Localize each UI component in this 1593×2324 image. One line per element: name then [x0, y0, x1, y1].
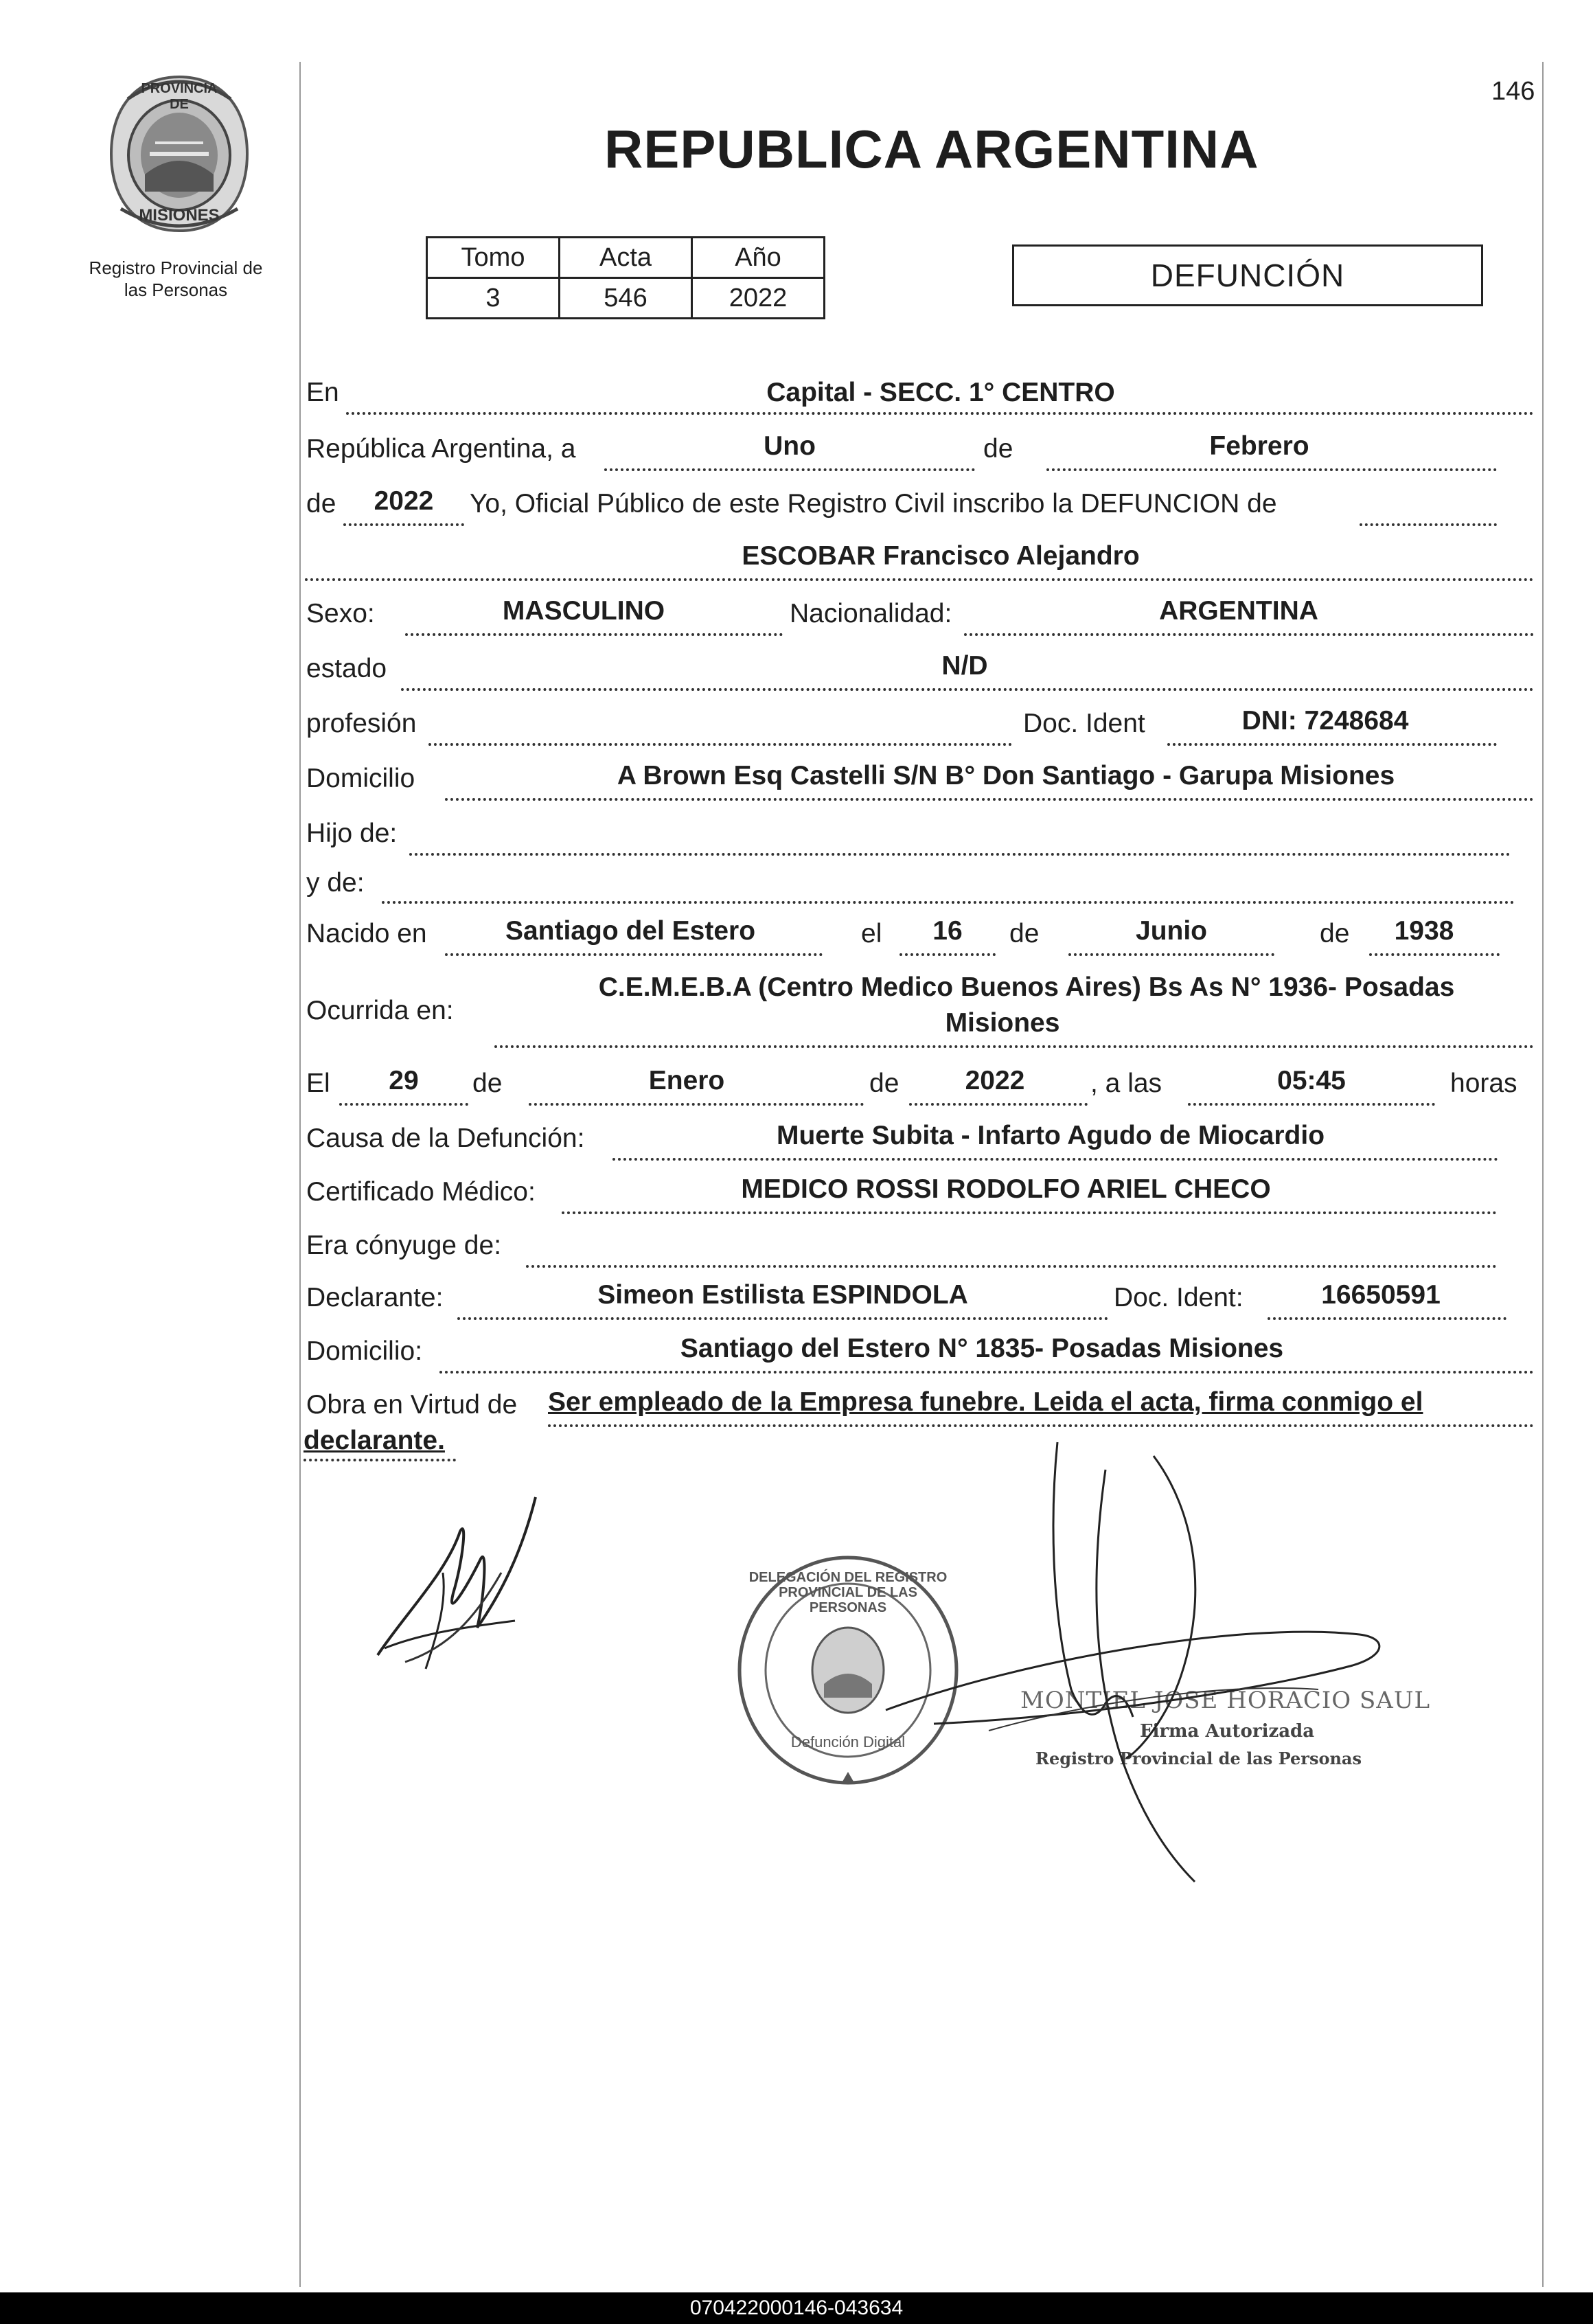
official-name: MONTIEL JOSE HORACIO SAUL [1020, 1687, 1431, 1714]
footer-code: 070422000146-043634 [689, 2297, 904, 2319]
month-value: Febrero [1209, 431, 1309, 461]
nacido-place-line [445, 953, 823, 956]
profesion-label: profesión [306, 709, 417, 738]
death-day-line [339, 1103, 468, 1106]
declarante-label: Declarante: [306, 1283, 444, 1312]
El-label: El [306, 1069, 330, 1098]
de-label-4: de [1320, 919, 1350, 948]
official-signature [879, 1428, 1401, 1909]
certificado-label: Certificado Médico: [306, 1177, 536, 1207]
causa-line [612, 1158, 1498, 1161]
intro-line [1360, 523, 1497, 526]
header-acta: Acta [560, 238, 692, 278]
emblem-text-bottom: MISIONES [139, 206, 220, 225]
death-year-line [909, 1103, 1088, 1106]
hijo-line [409, 853, 1511, 856]
domicilio-label: Domicilio [306, 764, 415, 793]
registry-table-header-row [427, 238, 825, 278]
record-type-box: DEFUNCIÓN [1012, 244, 1483, 306]
sexo-value: MASCULINO [502, 596, 665, 626]
day-line [604, 468, 975, 471]
de-label-1: de [983, 434, 1013, 464]
header-tomo: Tomo [427, 238, 560, 278]
round-seal-inner-text: Defunción Digital [790, 1733, 906, 1751]
ocurrida-label: Ocurrida en: [306, 996, 454, 1025]
de-label-5: de [472, 1069, 503, 1098]
de-label-6: de [869, 1069, 899, 1098]
conyuge-label: Era cónyuge de: [306, 1231, 502, 1260]
alas-label: , a las [1090, 1069, 1162, 1098]
estado-label: estado [306, 654, 387, 683]
page-title: REPUBLICA ARGENTINA [604, 119, 1259, 179]
left-margin-line [299, 62, 301, 2287]
de-label-2: de [306, 489, 336, 519]
official-role1: Firma Autorizada [1140, 1721, 1315, 1742]
emblem-text-top: PROVINCIA DE [141, 81, 218, 112]
registry-table-value-row [427, 278, 825, 319]
birth-day-line [899, 953, 996, 956]
en-value: Capital - SECC. 1° CENTRO [766, 378, 1115, 407]
provincial-emblem [100, 71, 258, 236]
month-line [1046, 468, 1497, 471]
decl-doc-label: Doc. Ident: [1114, 1283, 1244, 1312]
deceased-name: ESCOBAR Francisco Alejandro [742, 541, 1140, 571]
obra-line-2 [303, 1459, 456, 1461]
obra-line-1 [548, 1424, 1534, 1427]
certificado-value: MEDICO ROSSI RODOLFO ARIEL CHECO [741, 1174, 1271, 1204]
domicilio-line [445, 798, 1534, 801]
de-label-3: de [1009, 919, 1040, 948]
yde-line [382, 901, 1515, 904]
year-line [343, 523, 464, 526]
nacionalidad-value: ARGENTINA [1159, 596, 1318, 626]
header-ano: Año [692, 238, 825, 278]
ocurrida-line [494, 1045, 1534, 1048]
profesion-line [428, 743, 1012, 746]
doc-ident-label: Doc. Ident [1023, 709, 1145, 738]
domicilio2-line [439, 1371, 1534, 1374]
domicilio-value: A Brown Esq Castelli S/N B° Don Santiago - Garupa Misiones [617, 761, 1395, 790]
death-time-line [1188, 1103, 1435, 1106]
declarante-signature [364, 1490, 542, 1683]
official-role2: Registro Provincial de las Personas [1035, 1748, 1362, 1768]
hijo-label: Hijo de: [306, 819, 398, 848]
name-line [305, 578, 1534, 581]
en-label: En [306, 378, 339, 407]
death-month-line [529, 1103, 864, 1106]
page-number: 146 [1491, 77, 1535, 106]
doc-ident-line [1167, 743, 1497, 746]
ocurrida-line1: C.E.M.E.B.A (Centro Medico Buenos Aires) Bs As N° 1936- Posadas [598, 972, 1455, 1002]
declarante-value: Simeon Estilista ESPINDOLA [597, 1280, 968, 1310]
estado-value: N/D [941, 651, 988, 681]
el-label: el [861, 919, 882, 948]
round-seal-outer-text: DELEGACIÓN DEL REGISTRO PROVINCIAL DE LAS PERSONAS [748, 1570, 948, 1615]
estado-line [401, 688, 1534, 691]
causa-value: Muerte Subita - Infarto Agudo de Miocardio [776, 1121, 1325, 1150]
death-time: 05:45 [1277, 1066, 1346, 1095]
org-label-line1: Registro Provincial de [89, 258, 263, 278]
obra-label: Obra en Virtud de [306, 1390, 518, 1420]
birth-year-line [1369, 953, 1500, 956]
decl-doc-value: 16650591 [1321, 1280, 1441, 1310]
value-ano: 2022 [692, 278, 825, 319]
org-label-line2: las Personas [124, 280, 228, 300]
birth-month-line [1068, 953, 1274, 956]
yde-label: y de: [306, 868, 365, 898]
right-margin-line [1542, 62, 1544, 2287]
obra-value-1: Ser empleado de la Empresa funebre. Leida el acta, firma conmigo el [548, 1387, 1423, 1417]
sexo-label: Sexo: [306, 599, 375, 628]
conyuge-line [526, 1265, 1497, 1268]
obra-value-2: declarante. [303, 1426, 445, 1455]
birth-day: 16 [932, 916, 963, 946]
registry-table [426, 236, 825, 319]
ocurrida-line2: Misiones [945, 1008, 1060, 1038]
death-year: 2022 [965, 1066, 1025, 1095]
day-value: Uno [764, 431, 816, 461]
domicilio2-label: Domicilio: [306, 1336, 423, 1366]
value-tomo: 3 [427, 278, 560, 319]
value-acta: 546 [560, 278, 692, 319]
republica-label: República Argentina, a [306, 434, 576, 464]
domicilio2-value: Santiago del Estero N° 1835- Posadas Misiones [680, 1334, 1284, 1363]
en-line [346, 412, 1534, 415]
doc-ident-value: DNI: 7248684 [1241, 706, 1409, 736]
org-label [66, 257, 286, 301]
nacionalidad-line [964, 633, 1534, 636]
nacionalidad-label: Nacionalidad: [790, 599, 952, 628]
year-value: 2022 [374, 486, 434, 516]
causa-label: Causa de la Defunción: [306, 1124, 585, 1153]
birth-month: Junio [1136, 916, 1207, 946]
sexo-line [405, 633, 783, 636]
birth-year: 1938 [1394, 916, 1454, 946]
intro-text: Yo, Oficial Público de este Registro Civil inscribo la DEFUNCION de [470, 489, 1277, 519]
death-month: Enero [648, 1066, 725, 1095]
horas-label: horas [1450, 1069, 1517, 1098]
decl-doc-line [1268, 1317, 1506, 1320]
certificado-line [562, 1211, 1497, 1214]
nacido-label: Nacido en [306, 919, 427, 948]
nacido-place: Santiago del Estero [505, 916, 756, 946]
death-day: 29 [389, 1066, 419, 1095]
declarante-line [457, 1317, 1108, 1320]
